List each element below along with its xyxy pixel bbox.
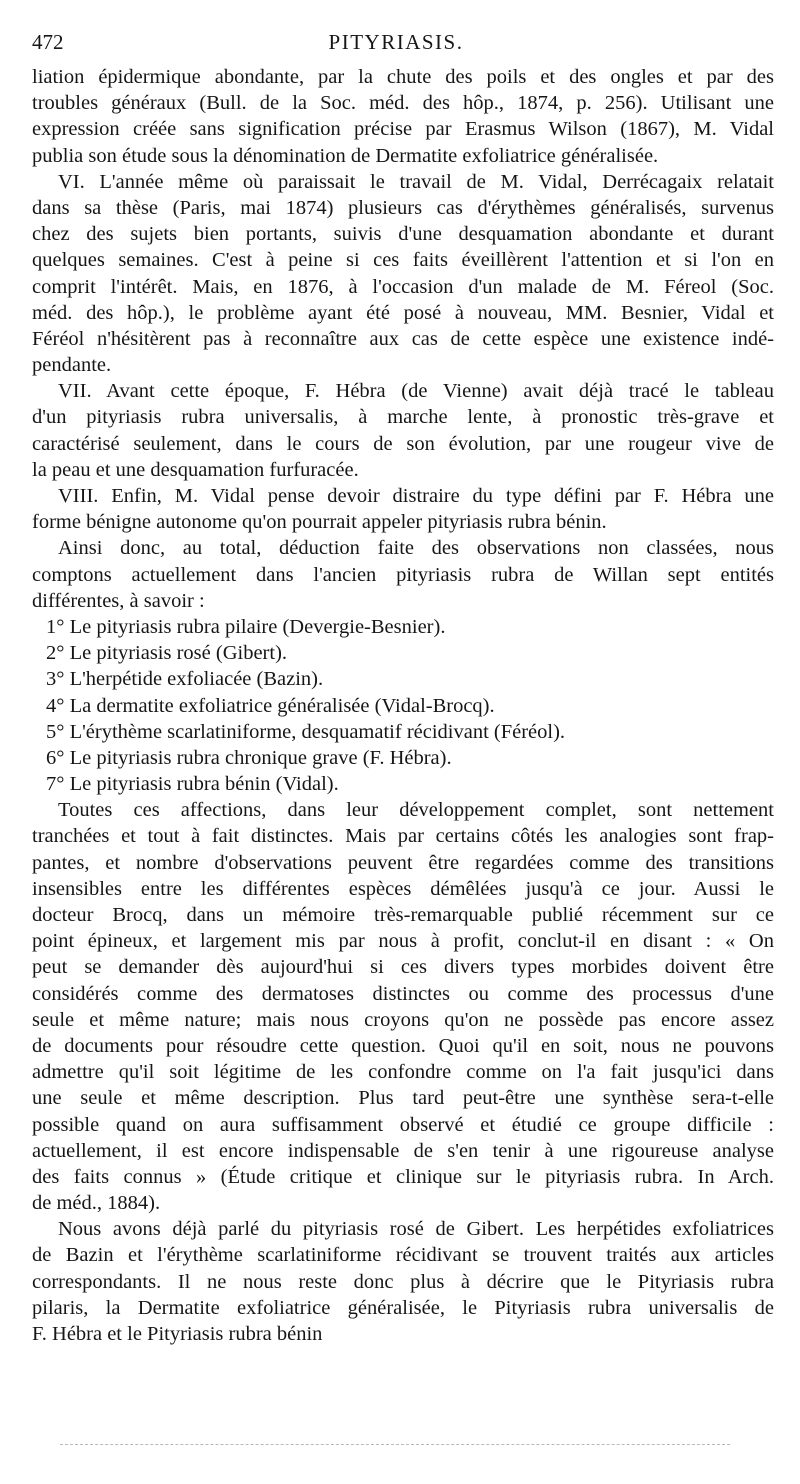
- text-line: pantes, et nombre d'observations peuvent être regardées comme des transitions: [32, 851, 774, 874]
- text-line: dans sa thèse (Paris, mai 1874) plusieurs cas d'érythèmes généralisés, survenus: [32, 196, 774, 219]
- list-item: 4° La dermatite exfoliatrice généralisée (Vidal-Brocq).: [46, 694, 495, 717]
- footer-rule: [60, 1444, 730, 1445]
- text-line: troubles généraux (Bull. de la Soc. méd. des hôp., 1874, p. 256). Utilisant une: [32, 92, 774, 115]
- text-line: Toutes ces affections, dans leur développement complet, sont nettement: [58, 799, 774, 822]
- body-text: [32, 64, 774, 1347]
- text-line: seule et même nature; mais nous croyons qu'on ne possède pas encore assez: [32, 1008, 774, 1031]
- page-header: [32, 30, 760, 60]
- text-line: peut se demander dès aujourd'hui si ces divers types morbides doivent être: [32, 956, 774, 979]
- list-item: 6° Le pityriasis rubra chronique grave (F. Hébra).: [46, 746, 452, 769]
- list-item: 5° L'érythème scarlatiniforme, desquamatif récidivant (Féréol).: [46, 720, 566, 743]
- text-line: la peau et une desquamation furfuracée.: [32, 458, 359, 481]
- page-number: 472: [32, 30, 64, 54]
- text-line: de Bazin et l'érythème scarlatiniforme récidivant se trouvent traités aux articles: [32, 1244, 774, 1267]
- text-line: possible quand on aura suffisamment observé et étudié ce groupe difficile :: [32, 1113, 774, 1136]
- text-line: tranchées et tout à fait distinctes. Mais par certains côtés les analogies sont frap-: [32, 825, 774, 848]
- text-line: caractérisé seulement, dans le cours de son évolution, par une rougeur vive de: [32, 432, 774, 455]
- text-line: actuellement, il est encore indispensable de s'en tenir à une rigoureuse analyse: [32, 1139, 774, 1162]
- text-line: chez des sujets bien portants, suivis d'une desquamation abondante et durant: [32, 223, 774, 246]
- text-line: considérés comme des dermatoses distinctes ou comme des processus d'une: [32, 982, 774, 1005]
- text-line: publia son étude sous la dénomination de Dermatite exfoliatrice généralisée.: [32, 144, 659, 167]
- text-line: VIII. Enfin, M. Vidal pense devoir distraire du type défini par F. Hébra une: [58, 485, 774, 507]
- text-line: de documents pour résoudre cette question. Quoi qu'il en soit, nous ne pouvons: [32, 1034, 774, 1057]
- text-line: VII. Avant cette époque, F. Hébra (de Vienne) avait déjà tracé le tableau: [58, 380, 774, 403]
- text-line: point épineux, et largement mis par nous à profit, conclut-il en disant : « On: [32, 930, 774, 953]
- text-line: comprit l'intérêt. Mais, en 1876, à l'occasion d'un malade de M. Féreol (Soc.: [32, 275, 774, 298]
- text-line: admettre qu'il soit légitime de les confondre comme on l'a fait jusqu'ici dans: [32, 1061, 774, 1084]
- text-line: liation épidermique abondante, par la chute des poils et des ongles et par des: [32, 66, 774, 88]
- list-item: 2° Le pityriasis rosé (Gibert).: [46, 642, 288, 665]
- text-line: correspondants. Il ne nous reste donc plus à décrire que le Pityriasis rubra: [32, 1270, 774, 1293]
- list-item: 3° L'herpétide exfoliacée (Bazin).: [46, 668, 324, 691]
- running-title: PITYRIASIS.: [328, 30, 464, 54]
- text-line: forme bénigne autonome qu'on pourrait appeler pityriasis rubra bénin.: [32, 511, 607, 534]
- text-line: insensibles entre les différentes espèces démêlées jusqu'à ce jour. Aussi le: [32, 877, 774, 900]
- text-line: de méd., 1884).: [32, 1192, 161, 1215]
- text-line: quelques semaines. C'est à peine si ces faits éveillèrent l'attention et si l'on en: [32, 249, 774, 272]
- text-line: comptons actuellement dans l'ancien pityriasis rubra de Willan sept entités: [32, 563, 774, 586]
- text-line: méd. des hôp.), le problème ayant été posé à nouveau, MM. Besnier, Vidal et: [32, 301, 774, 324]
- list-item: 7° Le pityriasis rubra bénin (Vidal).: [46, 773, 339, 796]
- text-line: pendante.: [32, 354, 112, 377]
- text-line: Nous avons déjà parlé du pityriasis rosé de Gibert. Les herpétides exfoliatrices: [58, 1218, 774, 1241]
- text-line: d'un pityriasis rubra universalis, à marche lente, à pronostic très-grave et: [32, 406, 774, 429]
- text-line: une seule et même description. Plus tard peut-être une synthèse sera-t-elle: [32, 1087, 774, 1110]
- text-line: F. Hébra et le Pityriasis rubra bénin: [32, 1323, 323, 1345]
- text-line: pilaris, la Dermatite exfoliatrice généralisée, le Pityriasis rubra universalis de: [32, 1296, 774, 1319]
- text-line: expression créée sans signification précise par Erasmus Wilson (1867), M. Vidal: [32, 118, 774, 141]
- text-line: des faits connus » (Étude critique et clinique sur le pityriasis rubra. In Arch.: [32, 1165, 774, 1188]
- text-line: Féréol n'hésitèrent pas à reconnaître aux cas de cette espèce une existence indé-: [32, 327, 774, 350]
- text-line: docteur Brocq, dans un mémoire très-remarquable publié récemment sur ce: [32, 904, 774, 926]
- text-line: différentes, à savoir :: [32, 589, 205, 612]
- text-line: Ainsi donc, au total, déduction faite des observations non classées, nous: [58, 537, 774, 560]
- text-line: VI. L'année même où paraissait le travail de M. Vidal, Derrécagaix relatait: [58, 170, 774, 193]
- list-item: 1° Le pityriasis rubra pilaire (Devergie-Besnier).: [46, 615, 446, 638]
